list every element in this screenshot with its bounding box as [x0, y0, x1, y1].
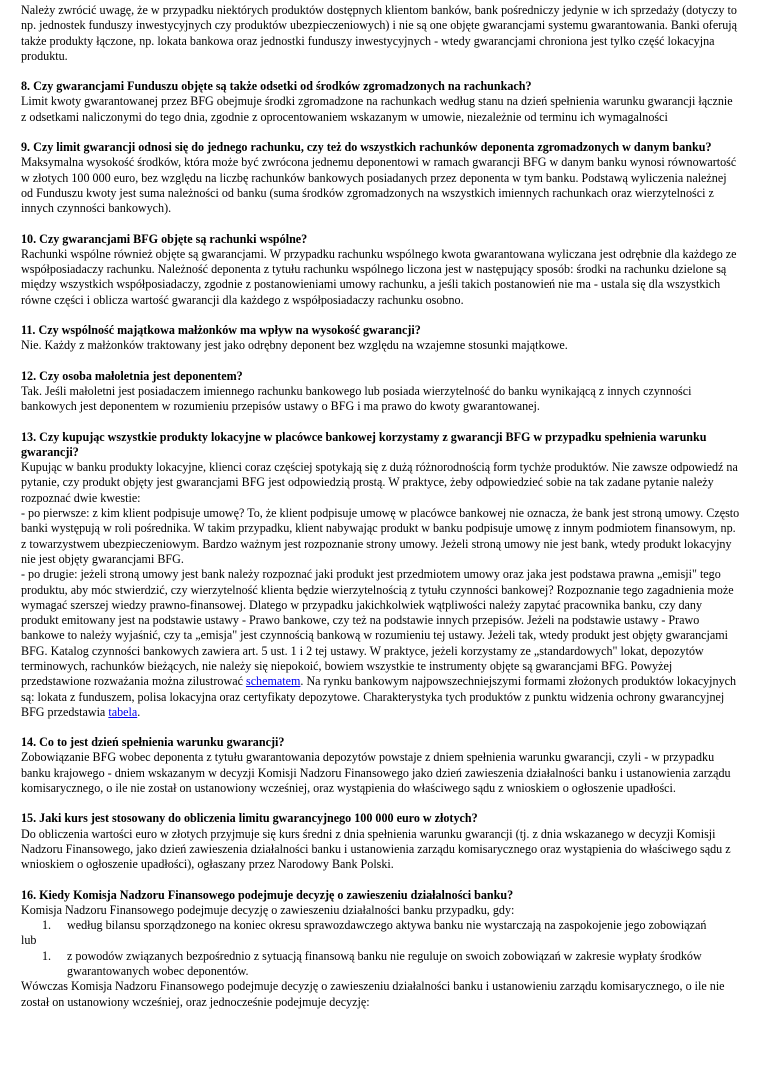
list-item-text: według bilansu sporządzonego na koniec okresu sprawozdawczego aktywa banku nie wystarczają na zaspokojenie jego zobowiązań — [67, 918, 707, 933]
answer-text: - po drugie: jeżeli stroną umowy jest bank należy rozpoznać jaki produkt jest przedmiotem umowy oraz jaka jest podstawa prawna „emisji" tego produktu, aby móc stwierdzić, czy wierzytelność klienta będzie wierzytelnością z tytułu czynności bankowej? Rozpoznanie tego zagadnienia może wymagać szerszej wiedzy prawno-finansowej. Dlatego w przypadku jakichkolwiek wątpliwości należy zapytać pracownika banku, czy dany produkt emitowany jest na podstawie ustawy - Prawo bankowe, czy też na podstawie innych przepisów. Jeżeli na podstawie ustawy - Prawo bankowe to należy wyjaśnić, czy ta „emisja" jest czynnością bankową w rozumieniu tej ustawy. Jeżeli tak, wtedy produkt jest objęty gwarancjami BFG. Katalog czynności bankowych zawiera art. 5 ust. 1 i 2 tej ustawy. W praktyce, jeżeli korzystamy ze „standardowych" lokat, depozytów terminowych, rachunków bieżących, nie należy się niepokoić, bowiem wszystkie te instrumenty objęte są gwarancjami BFG. Powyżej przedstawione rozważania można zilustrować — [21, 567, 734, 689]
answer-paragraph: Tak. Jeśli małoletni jest posiadaczem imiennego rachunku bankowego lub posiada wierzytelność do banku wynikającą z innych czynności bankowych jest deponentem w rozumieniu przepisów ustawy o BFG i ma prawo do kwoty gwarantowanej. — [21, 383, 692, 414]
list-number: 1. — [42, 918, 52, 933]
condition-list — [21, 949, 740, 980]
closing-paragraph: Wówczas Komisja Nadzoru Finansowego podejmuje decyzję o zawieszeniu działalności banku i ustanowieniu zarządu komisarycznego, o ile nie został on ustanowiony wcześniej, oraz jednocześnie podejmuje decyzję: — [21, 979, 725, 1009]
list-item — [21, 918, 740, 933]
answer-text: . Na rynku bankowym najpowszechniejszymi formami złożonych produktów lokacyjnych są: lokata z funduszem, polisa lokacyjna oraz certyfikaty depozytowe. Charakterystyka tych produktów z punktu widzenia ochrony gwarancyjnej BFG przedstawia — [21, 674, 736, 719]
faq-item-11 — [21, 323, 740, 354]
question-heading: 10. Czy gwarancjami BFG objęte są rachunki wspólne? — [21, 231, 308, 246]
answer-paragraph: Zobowiązanie BFG wobec deponenta z tytułu gwarantowania depozytów powstaje z dniem spełnienia warunku gwarancji, czyli - w przypadku banku krajowego - dniem wskazanym w decyzji Komisji Nadzoru Finansowego jako dzień zawieszenia działalności banku i ustanowienia zarządu komisarycznego, o ile nie został on ustanowiony wcześniej, oraz wystąpienia do właściwego sądu z wnioskiem o ogłoszenie upadłości. — [21, 750, 731, 796]
condition-list — [21, 918, 740, 933]
answer-paragraph: Rachunki wspólne również objęte są gwarancjami. W przypadku rachunku wspólnego kwota gwarantowana wyliczana jest odrębnie dla każdego ze współposiadaczy rachunku. Należność deponenta z tytułu rachunku wspólnego liczona jest w następujący sposób: środki na rachunku dzielone są między wszystkich współposiadaczy, zgodnie z postanowieniami umowy rachunku, a jeśli takich postanowień nie ma - ustala się dla wszystkich równe części i oblicza wartość gwarancji dla każdego z współposiadaczy rachunku osobno. — [21, 246, 737, 307]
question-heading: 12. Czy osoba małoletnia jest deponentem? — [21, 368, 243, 383]
answer-point-first: - po pierwsze: z kim klient podpisuje umowę? To, że klient podpisuje umowę w placówce bankowej nie oznacza, że bank jest stroną umowy. Często banki występują w roli pośrednika. W takim przypadku, klient nabywając produkt w banku podpisuje umowę z innym podmiotem finansowym, np. z towarzystwem ubezpieczeniowym. Bardzo ważnym jest rozpoznanie strony umowy. Jeżeli stroną umowy nie jest bank, wtedy produkt lokacyjny nie jest objęty gwarancjami BFG. — [21, 506, 740, 566]
answer-paragraph: Limit kwoty gwarantowanej przez BFG obejmuje środki zgromadzone na rachunkach według stanu na dzień spełnienia warunku gwarancji łącznie z odsetkami naliczonymi do tego dnia, zgodnie z oprocentowaniem wskazanym w umowie, niezależnie od terminu ich wymagalności — [21, 94, 733, 124]
answer-paragraph: Maksymalna wysokość środków, która może być zwrócona jednemu deponentowi w ramach gwarancji BFG w danym banku wynosi równowartość w złotych 100 000 euro, bez względu na liczbę rachunków bankowych posiadanych przez deponenta w tym banku. Podstawą wyliczenia należnej od Funduszu kwoty jest suma należności od banku (suma środków zgromadzonych na wszystkich imiennych rachunkach oraz wierzytelności z innych czynności bankowych). — [21, 155, 737, 216]
question-heading: 8. Czy gwarancjami Funduszu objęte są także odsetki od środków zgromadzonych na rachunkach? — [21, 79, 532, 94]
faq-item-16 — [21, 888, 740, 1010]
answer-intro: Kupując w banku produkty lokacyjne, klienci coraz częściej spotykają się z dużą różnorodnością form tychże produktów. Nie zawsze odpowiedź na pytanie, czy produkt objęty jest gwarancjami BFG jest odpowiedzią prostą. W praktyce, żeby odpowiedzieć sobie na tak zadane pytanie należy rozpoznać dwie kwestie: — [21, 460, 738, 505]
answer-paragraph: Komisja Nadzoru Finansowego podejmuje decyzję o zawieszeniu działalności banku przypadku, gdy: — [21, 902, 515, 917]
answer-paragraph: Do obliczenia wartości euro w złotych przyjmuje się kurs średni z dnia spełnienia warunku gwarancji (tj. z dnia wskazanego w decyzji Komisji Nadzoru Finansowego, jako dzień zawieszenia działalności banku i ustanowienia zarządu komisarycznego oraz wystąpienia do właściwego sądu z wnioskiem o ogłoszenie upadłości), ogłaszany przez Narodowy Bank Polski. — [21, 826, 731, 872]
faq-item-12 — [21, 369, 740, 415]
faq-item-9 — [21, 140, 740, 216]
answer-text: . — [137, 704, 141, 719]
question-heading: 13. Czy kupując wszystkie produkty lokacyjne w placówce bankowej korzystamy z gwarancji BFG w przypadku spełnienia warunku gwarancji? — [21, 429, 707, 459]
question-heading: 9. Czy limit gwarancji odnosi się do jednego rachunku, czy też do wszystkich rachunków deponenta zgromadzonych w danym banku? — [21, 140, 712, 155]
faq-item-15 — [21, 811, 740, 872]
tabela-link[interactable]: tabela — [108, 704, 138, 719]
or-separator: lub — [21, 933, 37, 948]
list-item-text: z powodów związanych bezpośrednio z sytuacją finansową banku nie reguluje on swoich zobowiązań w zakresie wypłaty środków gwarantowanych wobec deponentów. — [67, 948, 702, 979]
question-heading: 16. Kiedy Komisja Nadzoru Finansowego podejmuje decyzję o zawieszeniu działalności banku? — [21, 887, 514, 902]
question-heading: 14. Co to jest dzień spełnienia warunku gwarancji? — [21, 735, 285, 750]
question-heading: 11. Czy wspólność majątkowa małżonków ma wpływ na wysokość gwarancji? — [21, 323, 421, 338]
faq-item-13 — [21, 430, 740, 721]
question-heading: 15. Jaki kurs jest stosowany do obliczenia limitu gwarancyjnego 100 000 euro w złotych? — [21, 811, 478, 826]
list-number: 1. — [42, 948, 52, 963]
faq-item-8 — [21, 79, 740, 125]
list-item — [21, 949, 740, 980]
answer-point-second — [21, 567, 740, 720]
intro-paragraph: Należy zwrócić uwagę, że w przypadku niektórych produktów dostępnych klientom banków, bank pośredniczy jedynie w ich sprzedaży (dotyczy to np. jednostek funduszy inwestycyjnych czy produktów ubezpieczeniowych) i nie są one objęte gwarancjami systemu gwarantowania. Banki oferują także produkty łączone, np. lokata bankowa oraz jednostki funduszy inwestycyjnych - wtedy gwarancjami chroniona jest tylko część lokacyjna produktu. — [21, 3, 737, 63]
schemat-link[interactable]: schematem — [245, 674, 301, 689]
faq-item-10 — [21, 232, 740, 308]
answer-paragraph: Nie. Każdy z małżonków traktowany jest jako odrębny deponent bez względu na wzajemne stosunki majątkowe. — [21, 338, 568, 353]
faq-item-14 — [21, 735, 740, 796]
